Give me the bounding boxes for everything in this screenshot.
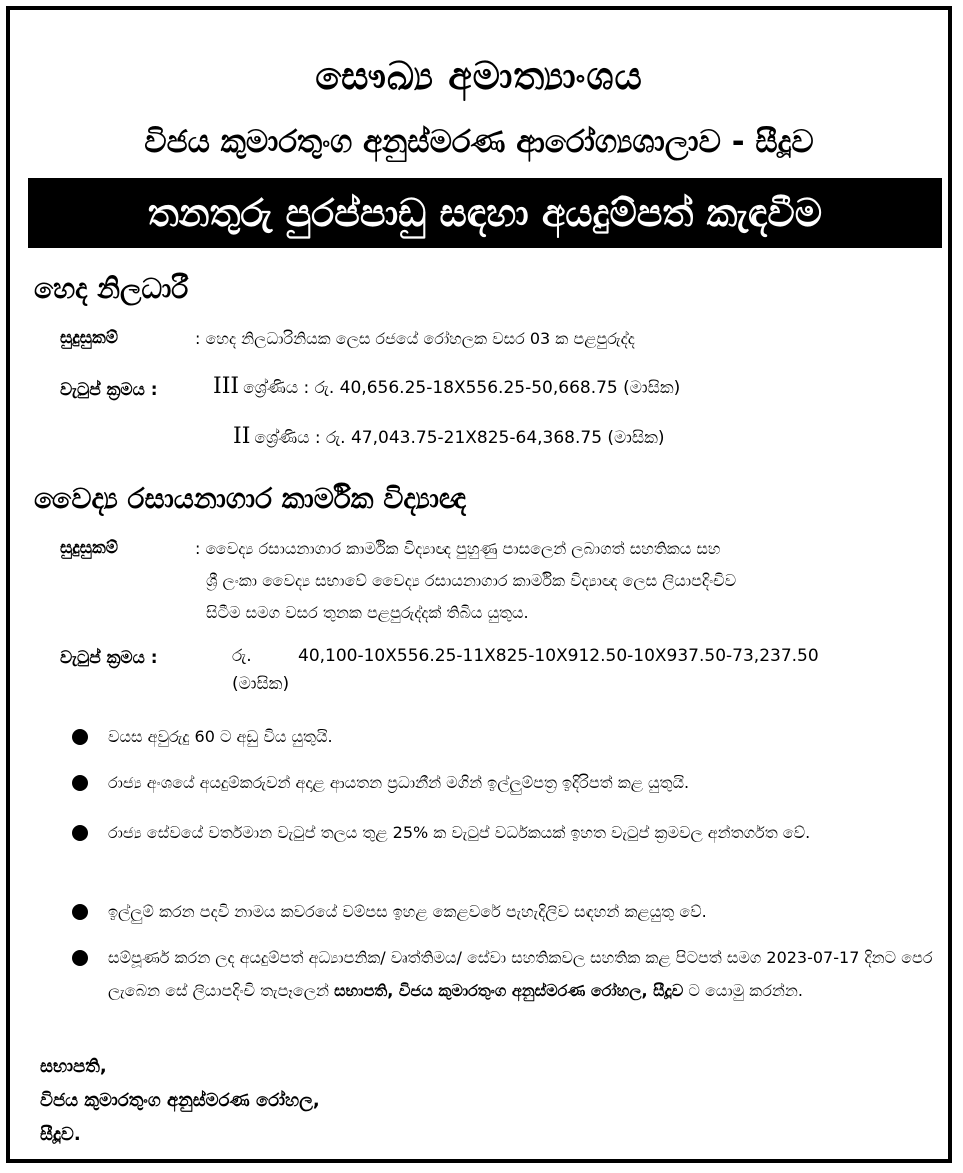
advertisement-frame bbox=[6, 6, 952, 1163]
signature-location: සීදූව. bbox=[40, 1124, 81, 1145]
condition-item: රාජ්‍ය අංශයේ අයදුම්කරුවන් අදාළ ආයතන ප්‍රධානීන් මගින් ඉල්ලුම්පත්‍ර ඉදිරිපත් කළ යුතුයි. bbox=[108, 773, 690, 792]
qualifications-line: සිටීම සමග වසර තුනක පළපුරුද්දක් තිබිය යුතුය. bbox=[206, 603, 529, 622]
position-title-nursing-officer: හෙද නිලධාරී bbox=[34, 272, 189, 305]
bullet-icon bbox=[72, 825, 88, 841]
qualifications-label: සුදුසුකම් bbox=[60, 538, 119, 558]
condition-text: ට යොමු කරන්න. bbox=[688, 981, 803, 1000]
salary-grade-2 bbox=[233, 424, 665, 449]
ministry-title: සෞඛ්‍ය අමාත්‍යාංශය bbox=[315, 54, 643, 98]
bullet-icon bbox=[72, 775, 88, 791]
qualifications-line: ශ්‍රී ලංකා වෛද්‍ය සභාවේ වෛද්‍ය රසායනාගාර කාර්මික විද්‍යාඥ ලෙස ලියාපදිංචිව bbox=[206, 571, 737, 590]
bullet-icon bbox=[72, 729, 88, 745]
position-title-mlt: වෛද්‍ය රසායනාගාර කාර්මික විද්‍යාඥ bbox=[34, 482, 467, 515]
qualifications-line: : වෛද්‍ය රසායනාගාර කාර්මික විද්‍යාඥ පුහුණු පාසලෙන් ලබාගත් සහතිකය සහ bbox=[195, 539, 721, 558]
condition-text: සම්පූර්ණ කරන ලද අයදුම්පත් අධ්‍යාපනික/ වෘත්තිමය/ සේවා සහතිකවල සහතික කළ පිටපත් සමග 2023-07-17 දිනට පෙර ලැබෙන සේ ලියාපදිංචි තැපෑලෙන් bbox=[108, 948, 933, 1000]
condition-address: සභාපති, විජය කුමාරතුංග අනුස්මරණ රෝහල, සීදූව bbox=[334, 981, 684, 1000]
signature-hospital: විජය කුමාරතුංග අනුස්මරණ රෝහල, bbox=[40, 1090, 320, 1111]
salary-grade-3 bbox=[213, 374, 680, 399]
hospital-name: විජය කුමාරතුංග අනුස්මරණ ආරෝග්‍යශාලාව - සීදූව bbox=[144, 124, 814, 160]
condition-item: රාජ්‍ය සේවයේ වර්තමාන වැටුප් තලය තුළ 25% ක වැටුප් වර්ධකයක් ඉහත වැටුප් ක්‍රමවල අන්තර්ගත වේ. bbox=[108, 823, 811, 842]
bullet-icon bbox=[72, 950, 88, 966]
condition-item: ඉල්ලුම් කරන පදවි නාමය කවරයේ වම්පස ඉහළ කෙළවරේ පැහැදිලිව සඳහන් කළයුතු වේ. bbox=[108, 902, 707, 921]
condition-item: වයස අවුරුදු 60 ට අඩු විය යුතුයි. bbox=[108, 727, 333, 746]
condition-item-final bbox=[108, 941, 944, 1007]
grade-roman-numeral: II bbox=[233, 424, 251, 449]
salary-monthly-note: (මාසික) bbox=[232, 674, 290, 694]
vacancy-banner: තනතුරු පුරප්පාඩු සඳහා අයදුම්පත් කැඳවීම bbox=[28, 178, 942, 248]
grade-salary-text: ශ්‍රේණිය : රු. 40,656.25-18X556.25-50,668.75 (මාසික) bbox=[243, 378, 681, 398]
qualifications-label: සුදුසුකම් bbox=[60, 328, 119, 348]
grade-roman-numeral: III bbox=[213, 374, 240, 399]
salary-scale-text: 40,100-10X556.25-11X825-10X912.50-10X937.50-73,237.50 bbox=[298, 646, 819, 666]
salary-scale-label: වැටුප් ක්‍රමය : bbox=[60, 380, 158, 400]
salary-scale-label: වැටුප් ක්‍රමය : bbox=[60, 648, 158, 668]
salary-prefix: රු. bbox=[232, 646, 252, 666]
qualifications-text: : හෙද නිලධාරිනියක ලෙස රජයේ රෝහලක වසර 03 ක පළපුරුද්ද bbox=[195, 329, 635, 348]
signature-title: සභාපති, bbox=[40, 1056, 107, 1077]
bullet-icon bbox=[72, 904, 88, 920]
grade-salary-text: ශ්‍රේණිය : රු. 47,043.75-21X825-64,368.75 (මාසික) bbox=[254, 428, 665, 448]
